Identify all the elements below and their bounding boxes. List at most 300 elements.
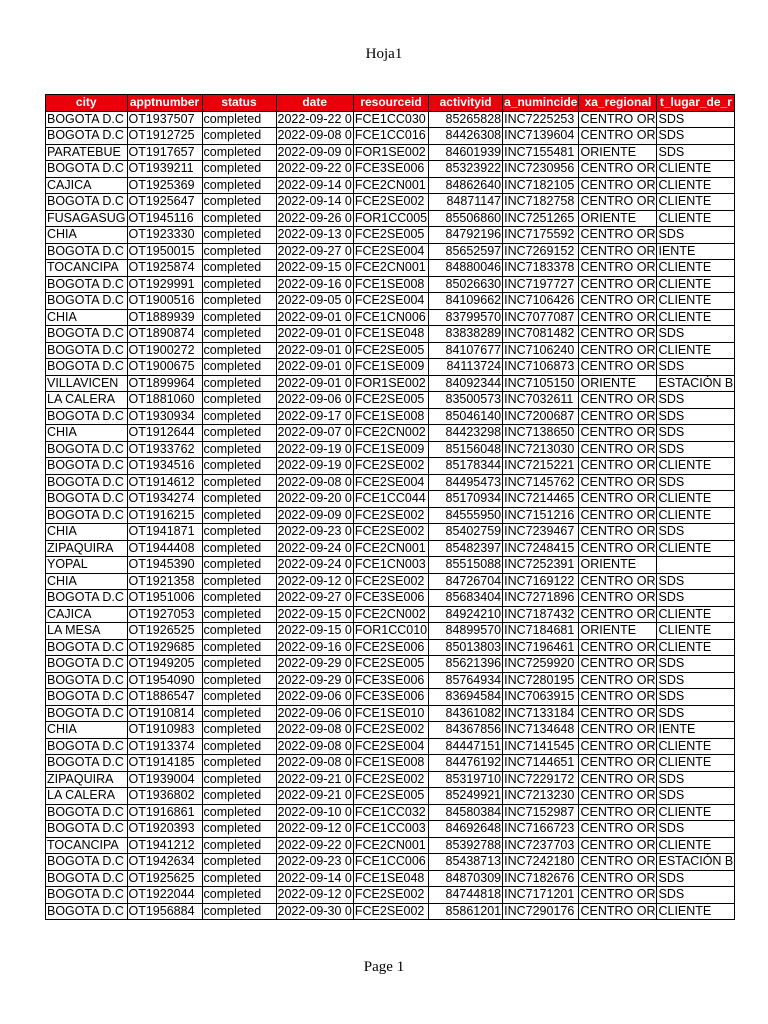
table-cell: CENTRO OR — [580, 474, 656, 489]
table-cell: CLIENTE — [657, 507, 735, 524]
table-cell: OT1923330 — [127, 227, 202, 244]
table-cell: SDS — [657, 870, 735, 887]
table-cell: BOGOTA D.C — [46, 474, 128, 491]
table-cell: SDS — [657, 788, 735, 805]
table-cell: CENTRO OR — [580, 177, 656, 192]
table-cell: BOGOTA D.C — [46, 359, 128, 376]
table-cell: 85683404 — [429, 590, 503, 607]
table-cell: FCE2CN001 — [353, 837, 428, 854]
table-cell: OT1954090 — [127, 672, 202, 689]
table-cell: CENTRO OR — [580, 408, 656, 423]
table-cell: 84924210 — [429, 606, 503, 623]
table-cell: SDS — [657, 408, 735, 425]
table-cell: 2022-09-13 0 — [277, 227, 352, 242]
table-row — [46, 243, 735, 260]
table-cell: 84555950 — [429, 507, 503, 524]
table-cell: SDS — [657, 111, 735, 128]
table-cell: FCE2SE002 — [353, 771, 428, 788]
table-cell: 83694584 — [429, 689, 503, 706]
table-cell: BOGOTA D.C — [46, 458, 128, 475]
table-cell: SDS — [657, 144, 735, 161]
table-cell: FCE1CC030 — [353, 111, 428, 128]
table-cell: 2022-09-06 0 — [277, 689, 352, 704]
table-cell: 84880046 — [429, 260, 503, 277]
table-row — [46, 573, 735, 590]
table-cell: OT1934516 — [127, 458, 202, 475]
table-cell: CENTRO OR — [580, 441, 656, 456]
table-row — [46, 144, 735, 161]
table-cell: INC7166723 — [503, 821, 579, 838]
table-cell: 2022-09-05 0 — [277, 293, 352, 308]
table-cell: INC7229172 — [503, 771, 579, 788]
table-cell: CLIENTE — [657, 837, 735, 854]
table-cell: FCE2SE004 — [353, 293, 428, 310]
table-cell: SDS — [657, 771, 735, 788]
table-cell: 85026630 — [429, 276, 503, 293]
table-cell: completed — [202, 441, 276, 458]
table-cell: INC7251265 — [503, 210, 579, 227]
table-cell: FCE3SE006 — [353, 689, 428, 706]
table-cell: CENTRO OR — [580, 326, 656, 341]
table-cell: CENTRO OR — [580, 507, 656, 522]
table-cell: LA MESA — [46, 623, 128, 640]
column-header: activityid — [429, 95, 503, 112]
table-cell: 2022-09-15 0 — [277, 606, 352, 621]
table-cell: CHIA — [46, 524, 128, 541]
table-cell: FCE2SE004 — [353, 474, 428, 491]
table-row — [46, 491, 735, 508]
table-cell: 85323922 — [429, 161, 503, 178]
table-row — [46, 837, 735, 854]
table-cell: INC7134648 — [503, 722, 579, 739]
table-cell: completed — [202, 705, 276, 722]
table-cell: OT1939004 — [127, 771, 202, 788]
table-cell: CENTRO OR — [580, 606, 656, 621]
table-cell: CLIENTE — [657, 903, 735, 920]
table-cell: 2022-09-14 0 — [277, 194, 352, 209]
table-cell: 85156048 — [429, 441, 503, 458]
table-cell: OT1925625 — [127, 870, 202, 887]
column-header: status — [202, 95, 276, 112]
column-header: city — [46, 95, 128, 112]
table-cell: 84107677 — [429, 342, 503, 359]
table-cell: OT1942634 — [127, 854, 202, 871]
table-cell: FCE1CN006 — [353, 309, 428, 326]
table-cell: FCE2SE005 — [353, 342, 428, 359]
table-cell: CENTRO OR — [580, 293, 656, 308]
table-cell: CENTRO OR — [580, 689, 656, 704]
table-cell: OT1945116 — [127, 210, 202, 227]
table-cell: completed — [202, 557, 276, 574]
table-row — [46, 623, 735, 640]
table-cell: OT1937507 — [127, 111, 202, 128]
table-cell: 83838289 — [429, 326, 503, 343]
table-cell: completed — [202, 903, 276, 920]
table-cell: CENTRO OR — [580, 854, 656, 869]
table-cell: FCE1CN003 — [353, 557, 428, 574]
table-cell: ZIPAQUIRA — [46, 540, 128, 557]
table-cell: 84367856 — [429, 722, 503, 739]
table-cell: completed — [202, 722, 276, 739]
table-cell: OT1920393 — [127, 821, 202, 838]
table-cell: completed — [202, 771, 276, 788]
table-cell: TOCANCIPA — [46, 260, 128, 277]
table-cell: 85515088 — [429, 557, 503, 574]
table-cell: INC7077087 — [503, 309, 579, 326]
table-cell: OT1916861 — [127, 804, 202, 821]
table-cell: 2022-09-01 0 — [277, 375, 352, 390]
table-cell: CLIENTE — [657, 161, 735, 178]
table-cell: INC7175592 — [503, 227, 579, 244]
table-cell: OT1910814 — [127, 705, 202, 722]
table-row — [46, 210, 735, 227]
table-cell: FCE1SE048 — [353, 326, 428, 343]
table-cell: 2022-09-01 0 — [277, 342, 352, 357]
table-cell: SDS — [657, 705, 735, 722]
table-cell: OT1890874 — [127, 326, 202, 343]
column-header: resourceid — [353, 95, 428, 112]
table-cell: completed — [202, 623, 276, 640]
table-cell: SDS — [657, 689, 735, 706]
table-cell: SDS — [657, 128, 735, 145]
table-cell: SDS — [657, 441, 735, 458]
table-cell: FCE1CC016 — [353, 128, 428, 145]
table-cell: BOGOTA D.C — [46, 639, 128, 656]
table-row — [46, 227, 735, 244]
table-cell: BOGOTA D.C — [46, 441, 128, 458]
table-cell: INC7239467 — [503, 524, 579, 541]
table-cell: completed — [202, 689, 276, 706]
table-cell: 2022-09-09 0 — [277, 144, 352, 159]
table-cell: 84423298 — [429, 425, 503, 442]
table-cell: CENTRO OR — [580, 425, 656, 440]
table-cell: 84495473 — [429, 474, 503, 491]
table-cell: 85861201 — [429, 903, 503, 920]
table-row — [46, 557, 735, 574]
table-cell: CHIA — [46, 573, 128, 590]
table-row — [46, 177, 735, 194]
table-cell: BOGOTA D.C — [46, 689, 128, 706]
table-cell: 84426308 — [429, 128, 503, 145]
table-cell: FOR1CC005 — [354, 210, 428, 225]
table-cell: CLIENTE — [657, 210, 735, 227]
table-cell: OT1917657 — [127, 144, 202, 161]
table-cell: CLIENTE — [657, 276, 735, 293]
table-cell: completed — [202, 854, 276, 871]
table-row — [46, 375, 735, 392]
table-cell: OT1900675 — [127, 359, 202, 376]
table-cell: 85265828 — [429, 111, 503, 128]
table-cell: 83799570 — [429, 309, 503, 326]
table-cell: completed — [202, 507, 276, 524]
table-cell: 2022-09-16 0 — [277, 276, 352, 291]
table-row — [46, 524, 735, 541]
table-cell: BOGOTA D.C — [46, 804, 128, 821]
table-cell: INC7200687 — [503, 408, 579, 425]
table-cell: INC7248415 — [503, 540, 579, 557]
table-cell: 85652597 — [429, 243, 503, 260]
table-cell: INC7171201 — [503, 887, 579, 904]
table-cell: OT1929685 — [127, 639, 202, 656]
table-cell: CENTRO OR — [580, 639, 656, 654]
table-cell: INC7155481 — [503, 144, 579, 161]
table-cell: INC7214465 — [503, 491, 579, 508]
table-cell: FCE3SE006 — [353, 161, 428, 178]
table-cell: completed — [202, 491, 276, 508]
table-cell: FCE2SE004 — [353, 243, 428, 260]
table-cell: completed — [202, 375, 276, 392]
table-cell: CLIENTE — [657, 540, 735, 557]
table-cell: 2022-09-09 0 — [277, 507, 352, 522]
table-cell: 84744818 — [429, 887, 503, 904]
table-row — [46, 458, 735, 475]
table-cell: 2022-09-24 0 — [277, 540, 352, 555]
table-cell: 85506860 — [429, 210, 503, 227]
table-cell: INC7063915 — [503, 689, 579, 706]
table-cell: INC7237703 — [503, 837, 579, 854]
table-row — [46, 656, 735, 673]
table-cell: INC7183378 — [503, 260, 579, 277]
table-cell: FOR1CC010 — [354, 623, 428, 638]
table-row — [46, 392, 735, 409]
table-cell: INC7269152 — [503, 243, 579, 260]
table-cell: CLIENTE — [657, 309, 735, 326]
table-cell: INC7213030 — [503, 441, 579, 458]
table-cell: OT1936802 — [127, 788, 202, 805]
table-cell: CHIA — [46, 309, 128, 326]
table-cell: 85402759 — [429, 524, 503, 541]
table-cell: OT1921358 — [127, 573, 202, 590]
table-cell: 85013803 — [429, 639, 503, 656]
table-cell: 2022-09-01 0 — [277, 309, 352, 324]
table-cell: 2022-09-22 0 — [277, 161, 352, 176]
table-cell: BOGOTA D.C — [46, 854, 128, 871]
table-cell: 2022-09-12 0 — [277, 821, 352, 836]
table-cell: OT1945390 — [127, 557, 202, 574]
table-cell: OT1949205 — [127, 656, 202, 673]
table-cell: FCE2SE002 — [353, 887, 428, 904]
table-cell: VILLAVICEN — [46, 375, 128, 392]
table-row — [46, 309, 735, 326]
table-cell: completed — [202, 227, 276, 244]
table-cell: 2022-09-07 0 — [277, 425, 352, 440]
table-cell: FCE2SE005 — [353, 788, 428, 805]
table-cell: FUSAGASUG — [47, 210, 126, 225]
table-cell: BOGOTA D.C — [46, 161, 128, 178]
table-cell: SDS — [657, 821, 735, 838]
table-cell: 2022-09-30 0 — [277, 903, 352, 918]
table-cell: CENTRO OR — [580, 590, 656, 605]
column-header: date — [276, 95, 353, 112]
table-cell: 2022-09-10 0 — [277, 804, 352, 819]
table-cell: FCE1CC044 — [353, 491, 428, 508]
table-cell: CLIENTE — [657, 606, 735, 623]
table-cell: INC7280195 — [503, 672, 579, 689]
table-cell: OT1941212 — [127, 837, 202, 854]
table-cell: FCE2SE002 — [353, 573, 428, 590]
table-cell: CENTRO OR — [580, 870, 656, 885]
table-cell: FCE3SE006 — [353, 672, 428, 689]
table-cell — [657, 557, 735, 574]
table-cell: completed — [202, 144, 276, 161]
table-cell: completed — [202, 260, 276, 277]
table-cell: CHIA — [46, 425, 128, 442]
table-row — [46, 590, 735, 607]
table-cell: INC7081482 — [503, 326, 579, 343]
table-cell: completed — [202, 788, 276, 805]
table-row — [46, 128, 735, 145]
table-cell: OT1881060 — [127, 392, 202, 409]
table-cell: PARATEBUE — [46, 144, 128, 161]
table-cell: CENTRO OR — [580, 392, 656, 407]
table-cell: INC7225253 — [503, 111, 579, 128]
table-row — [46, 870, 735, 887]
table-cell: OT1910983 — [127, 722, 202, 739]
table-cell: completed — [202, 887, 276, 904]
table-cell: INC7152987 — [503, 804, 579, 821]
table-row — [46, 903, 735, 920]
table-cell: LA CALERA — [46, 392, 128, 409]
table-cell: OT1900516 — [127, 293, 202, 310]
table-cell: 2022-09-26 0 — [277, 210, 352, 225]
table-row — [46, 804, 735, 821]
table-row — [46, 474, 735, 491]
table-row — [46, 111, 735, 128]
table-row — [46, 755, 735, 772]
table-cell: CENTRO OR — [580, 194, 656, 209]
table-cell: FCE2SE002 — [353, 507, 428, 524]
table-cell: SDS — [657, 672, 735, 689]
table-row — [46, 441, 735, 458]
table-cell: CENTRO OR — [580, 804, 656, 819]
table-cell: 84361082 — [429, 705, 503, 722]
table-cell: 84726704 — [429, 573, 503, 590]
table-row — [46, 425, 735, 442]
column-header: apptnumber — [127, 95, 202, 112]
table-cell: ORIENTE — [579, 210, 657, 227]
table-cell: CENTRO OR — [580, 788, 656, 803]
table-cell: FCE1CC006 — [353, 854, 428, 871]
table-cell: 2022-09-08 0 — [277, 128, 352, 143]
table-cell: 2022-09-22 0 — [277, 111, 352, 126]
table-cell: BOGOTA D.C — [46, 111, 128, 128]
table-cell: completed — [202, 738, 276, 755]
table-cell: INC7182676 — [503, 870, 579, 887]
table-cell: 84109662 — [429, 293, 503, 310]
table-cell: INC7182105 — [503, 177, 579, 194]
table-cell: FCE1CC003 — [353, 821, 428, 838]
table-cell: 2022-09-01 0 — [277, 326, 352, 341]
table-cell: ZIPAQUIRA — [46, 771, 128, 788]
table-cell: CENTRO OR — [580, 342, 656, 357]
table-cell: 2022-09-29 0 — [277, 656, 352, 671]
table-cell: CENTRO OR — [580, 309, 656, 324]
table-cell: 2022-09-16 0 — [277, 639, 352, 654]
table-cell: CENTRO OR — [580, 755, 656, 770]
table-row — [46, 408, 735, 425]
table-cell: completed — [202, 177, 276, 194]
table-cell: OT1925874 — [127, 260, 202, 277]
table-cell: INC7230956 — [503, 161, 579, 178]
table-cell: FCE2SE002 — [353, 903, 428, 920]
table-cell: FCE1SE009 — [353, 359, 428, 376]
table-cell: OT1927053 — [127, 606, 202, 623]
table-cell: SDS — [657, 227, 735, 244]
table-cell: BOGOTA D.C — [46, 705, 128, 722]
table-cell: INC7141545 — [503, 738, 579, 755]
table-cell: completed — [202, 194, 276, 211]
table-cell: 2022-09-21 0 — [277, 788, 352, 803]
table-cell: BOGOTA D.C — [46, 408, 128, 425]
table-cell: 2022-09-27 0 — [277, 243, 352, 258]
table-cell: BOGOTA D.C — [46, 903, 128, 920]
table-cell: completed — [202, 656, 276, 673]
table-cell: INC7144651 — [503, 755, 579, 772]
table-cell: CENTRO OR — [580, 887, 656, 902]
table-cell: completed — [202, 837, 276, 854]
table-cell: IENTE — [657, 243, 735, 260]
table-cell: CENTRO OR — [580, 161, 656, 176]
table-cell: completed — [202, 243, 276, 260]
table-cell: SDS — [657, 590, 735, 607]
table-cell: BOGOTA D.C — [46, 821, 128, 838]
table-cell: FCE2CN002 — [353, 425, 428, 442]
table-cell: completed — [202, 474, 276, 491]
table-cell: CAJICA — [46, 177, 128, 194]
table-cell: 2022-09-08 0 — [277, 474, 352, 489]
table-cell: 2022-09-24 0 — [277, 557, 352, 572]
table-cell: 85621396 — [429, 656, 503, 673]
table-cell: CENTRO OR — [580, 722, 656, 737]
page-number: Page 1 — [363, 959, 405, 975]
table-cell: CLIENTE — [657, 342, 735, 359]
table-cell: INC7242180 — [503, 854, 579, 871]
table-cell: INC7215221 — [503, 458, 579, 475]
table-row — [46, 606, 735, 623]
table-cell: BOGOTA D.C — [46, 128, 128, 145]
table-cell: ORIENTE — [579, 144, 657, 161]
table-cell: completed — [202, 326, 276, 343]
table-cell: OT1912644 — [127, 425, 202, 442]
table-cell: SDS — [657, 425, 735, 442]
table-cell: FCE2CN001 — [353, 540, 428, 557]
table-cell: 2022-09-14 0 — [277, 177, 352, 192]
table-row — [46, 771, 735, 788]
table-cell: completed — [202, 573, 276, 590]
table-cell: FCE1SE048 — [353, 870, 428, 887]
table-cell: completed — [202, 128, 276, 145]
table-cell: completed — [202, 639, 276, 656]
table-cell: CLIENTE — [657, 293, 735, 310]
table-cell: FCE1SE008 — [353, 755, 428, 772]
table-cell: completed — [202, 359, 276, 376]
table-cell: FCE2CN001 — [353, 177, 428, 194]
table-cell: INC7271896 — [503, 590, 579, 607]
table-cell: FCE2CN002 — [353, 606, 428, 623]
table-cell: completed — [202, 672, 276, 689]
table-cell: CENTRO OR — [580, 111, 656, 126]
table-cell: OT1939211 — [127, 161, 202, 178]
table-cell: 83500573 — [429, 392, 503, 409]
table-cell: CLIENTE — [657, 177, 735, 194]
table-cell: 2022-09-08 0 — [277, 738, 352, 753]
table-row — [46, 326, 735, 343]
table-cell: FCE1SE008 — [353, 276, 428, 293]
table-cell: FOR1SE002 — [353, 375, 428, 392]
table-cell: FOR1SE002 — [353, 144, 428, 161]
table-row — [46, 293, 735, 310]
table-row — [46, 821, 735, 838]
